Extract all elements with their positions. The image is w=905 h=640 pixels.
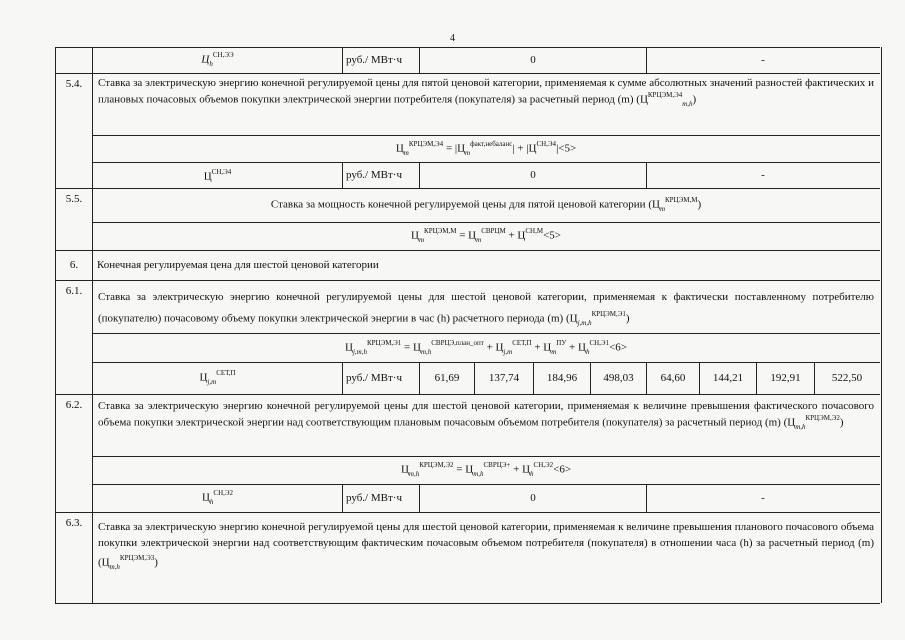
row-number-5-4: 5.4. (65, 78, 83, 90)
row-6-1-value-4: 498,03 (603, 372, 634, 384)
row-6-2-dash: - (761, 492, 765, 504)
row-6-1-description: Ставка за электрическую энергию конечной регулируемой цены для шестой ценовой категории, применяемая к фактически поставленному потребителю (покупателю) почасовому объему покупки электрической энергии в час (h) расчетного периода (m) $(Ц_{j,m,h}^{КРЦЭМ,Э1})$ (98, 291, 874, 327)
row-6-1-value-1: 61,69 (434, 372, 460, 384)
row1-value: 0 (530, 54, 536, 66)
row-number-6-3: 6.3. (65, 517, 83, 529)
row-6-1-value-7: 192,91 (770, 372, 801, 384)
row-6-1-unit: руб./ МВт·ч (346, 372, 402, 384)
row-5-5-description: Ставка за мощность конечной регулируемой цены для пятой ценовой категории $(Ц_m^{КРЦЭМ,М})$ (270, 196, 702, 213)
page-number: 4 (450, 33, 455, 44)
row-number-6-2: 6.2. (65, 399, 83, 411)
formula-5-5: $Ц_m^{КРЦЭМ,М} = Ц_m^{СВРЦМ} + Ц^{СН,М}<5>$ (411, 227, 561, 244)
formula-6-2: $Ц_{m,h}^{КРЦЭМ,Э2} = Ц_{m,h}^{СВРЦЭ+} + Ц_h^{СН,Э2}<6>$ (400, 461, 572, 478)
row-6-1-value-6: 144,21 (712, 372, 744, 384)
row-6-1-value-8: 522,50 (831, 372, 863, 384)
row-6-2-description: Ставка за электрическую энергию конечной регулируемой цены для шестой ценовой категории, применяемая к величине превышения фактического почасового объема покупки электрической энергии над соответствующим плановым почасовым объемом потребителя (покупателя) за расчетный период (m) $(Ц_{m,h}^{КРЦЭМ,Э2})$ (98, 400, 874, 431)
row-5-4-value: 0 (530, 169, 536, 181)
row-5-4-symbol: $Ц^{СН,Э4}$ (203, 168, 232, 183)
row-6-2-symbol: $Ц_h^{СН,Э2}$ (201, 489, 234, 506)
row-6-3-description: Ставка за электрическую энергию конечной регулируемой цены для шестой ценовой категории, применяемая к величине превышения планового почасового объема покупки электрической энергии над соответствующим фактическим почасовым объемом потребителя (покупателя) в отношении часа (h) за расчетный период (m) $(Ц_{m,h}^{КРЦЭМ,Э3})$ (98, 521, 874, 571)
row-5-4-dash: - (761, 169, 765, 181)
row-5-4-unit: руб./ МВт·ч (346, 169, 402, 181)
row-6-description: Конечная регулируемая цена для шестой ценовой категории (97, 259, 379, 271)
row-number-5-5: 5.5. (65, 193, 83, 205)
row1-symbol: $Ц_h^{СН,ЭЭ}$ (201, 51, 234, 68)
formula-5-4: $Ц_m^{КРЦЭМ,Э4} = |Ц_m^{факт,небаланс}| + |Ц^{СН,Э4}|<5>$ (395, 139, 577, 157)
row1-unit: руб./ МВт·ч (346, 54, 402, 66)
row-6-2-value: 0 (530, 492, 536, 504)
row-5-4-description: Ставка за электрическую энергию конечной регулируемой цены для пятой ценовой категории, применяемая к сумме абсолютных значений разностей фактических и плановых почасовых объемов покупки электрической энергии потребителя (покупателя) за расчетный период (m) $(Ц^{КРЦЭМ,Э4}_{m,h})$ (98, 77, 874, 108)
row-number-6: 6. (69, 259, 79, 271)
formula-6-1: $Ц_{j,m,h}^{КРЦЭМ,Э1} = Ц_{m,h}^{СВРЦЭ,план\_опт} + Ц_{j,m}^{СЕТ,П} + Ц_m^{ПУ} + Ц_h^{СН,Э1}<6>$ (345, 338, 627, 356)
row-number-6-1: 6.1. (65, 285, 83, 297)
row-6-1-symbol: $Ц_{j,m}^{СЕТ,П}$ (199, 369, 236, 386)
row-6-1-value-2: 137,74 (488, 372, 520, 384)
row-6-1-value-3: 184,96 (546, 372, 578, 384)
row1-dash: - (761, 54, 765, 66)
row-6-1-value-5: 64,60 (660, 372, 686, 384)
row-6-2-unit: руб./ МВт·ч (346, 492, 402, 504)
